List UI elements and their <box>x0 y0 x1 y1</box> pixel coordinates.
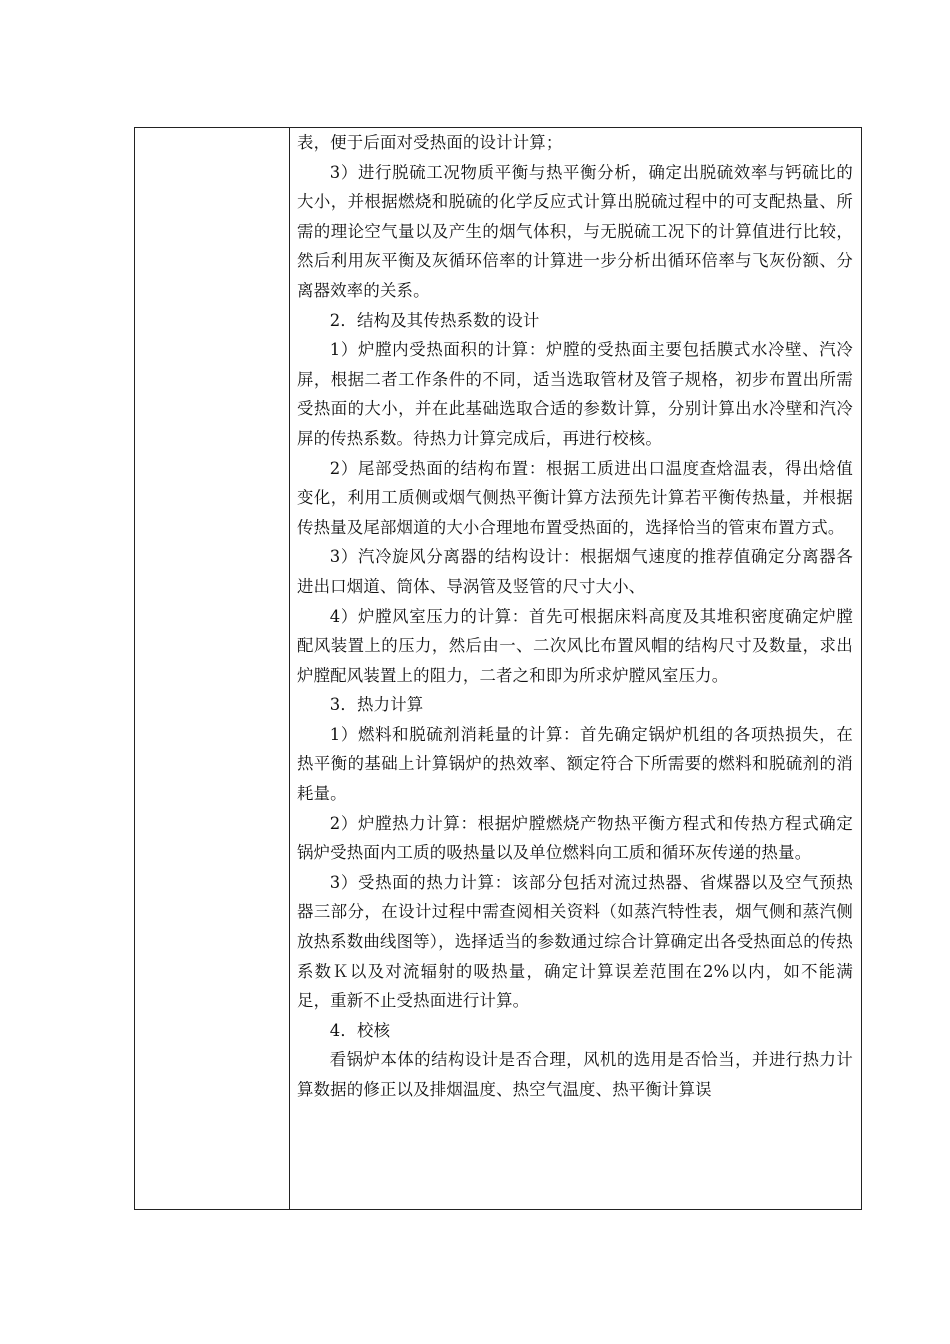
section-heading-structure: 2．结构及其传热系数的设计 <box>329 310 540 330</box>
paragraph-11: 3）受热面的热力计算：该部分包括对流过热器、省煤器以及空气预热器三部分，在设计过程中需查阅相关资料（如蒸汽特性表，烟气侧和蒸汽侧放热系数曲线图等），选择适当的参数通过综合计算确定出各受热面总的传热系数Ｋ以及对流辐射的吸热量，确定计算误差范围在2%以内，如不能满足，重新不止受热面进行计算。 <box>297 872 853 1011</box>
paragraph-7: 4）炉膛风室压力的计算：首先可根据床料高度及其堆积密度确定炉膛配风装置上的压力，然后由一、二次风比布置风帽的结构尺寸及数量，求出炉膛配风装置上的阻力，二者之和即为所求炉膛风室压力。 <box>297 606 853 685</box>
section-heading-thermal: 3．热力计算 <box>329 695 424 715</box>
table-left-cell <box>135 128 290 1209</box>
section-heading-check: 4．校核 <box>329 1020 391 1040</box>
paragraph-6: 3）汽冷旋风分离器的结构设计：根据烟气速度的推荐值确定分离器各进出口烟道、筒体、导涡管及竖管的尺寸大小、 <box>297 547 853 596</box>
paragraph-2: 3）进行脱硫工况物质平衡与热平衡分析，确定出脱硫效率与钙硫比的大小，并根据燃烧和脱硫的化学反应式计算出脱硫过程中的可支配热量、所需的理论空气量以及产生的烟气体积，与无脱硫工况下的计算值进行比较，然后利用灰平衡及灰循环倍率的计算进一步分析出循环倍率与飞灰份额、分离器效率的关系。 <box>297 162 853 300</box>
content-table <box>134 127 862 1210</box>
table-right-cell <box>290 128 861 1209</box>
paragraph-1: 表，便于后面对受热面的设计计算； <box>297 133 563 152</box>
paragraph-10: 2）炉膛热力计算：根据炉膛燃烧产物热平衡方程式和传热方程式确定锅炉受热面内工质的吸热量以及单位燃料向工质和循环灰传递的热量。 <box>297 813 853 863</box>
paragraph-4: 1）炉膛内受热面积的计算：炉膛的受热面主要包括膜式水冷壁、汽冷屏，根据二者工作条件的不同，适当选取管材及管子规格，初步布置出所需受热面的大小，并在此基础选取合适的参数计算，分别计算出水冷壁和汽冷屏的传热系数。待热力计算完成后，再进行校核。 <box>297 340 853 448</box>
paragraph-5: 2）尾部受热面的结构布置：根据工质进出口温度查焓温表，得出焓值变化，利用工质侧或烟气侧热平衡计算方法预先计算若平衡传热量，并根据传热量及尾部烟道的大小合理地布置受热面的，选择恰当的管束布置方式。 <box>297 458 853 537</box>
paragraph-9: 1）燃料和脱硫剂消耗量的计算：首先确定锅炉机组的各项热损失，在热平衡的基础上计算锅炉的热效率、额定符合下所需要的燃料和脱硫剂的消耗量。 <box>297 724 853 804</box>
paragraph-13: 看锅炉本体的结构设计是否合理，风机的选用是否恰当，并进行热力计算数据的修正以及排烟温度、热空气温度、热平衡计算误 <box>297 1050 853 1099</box>
